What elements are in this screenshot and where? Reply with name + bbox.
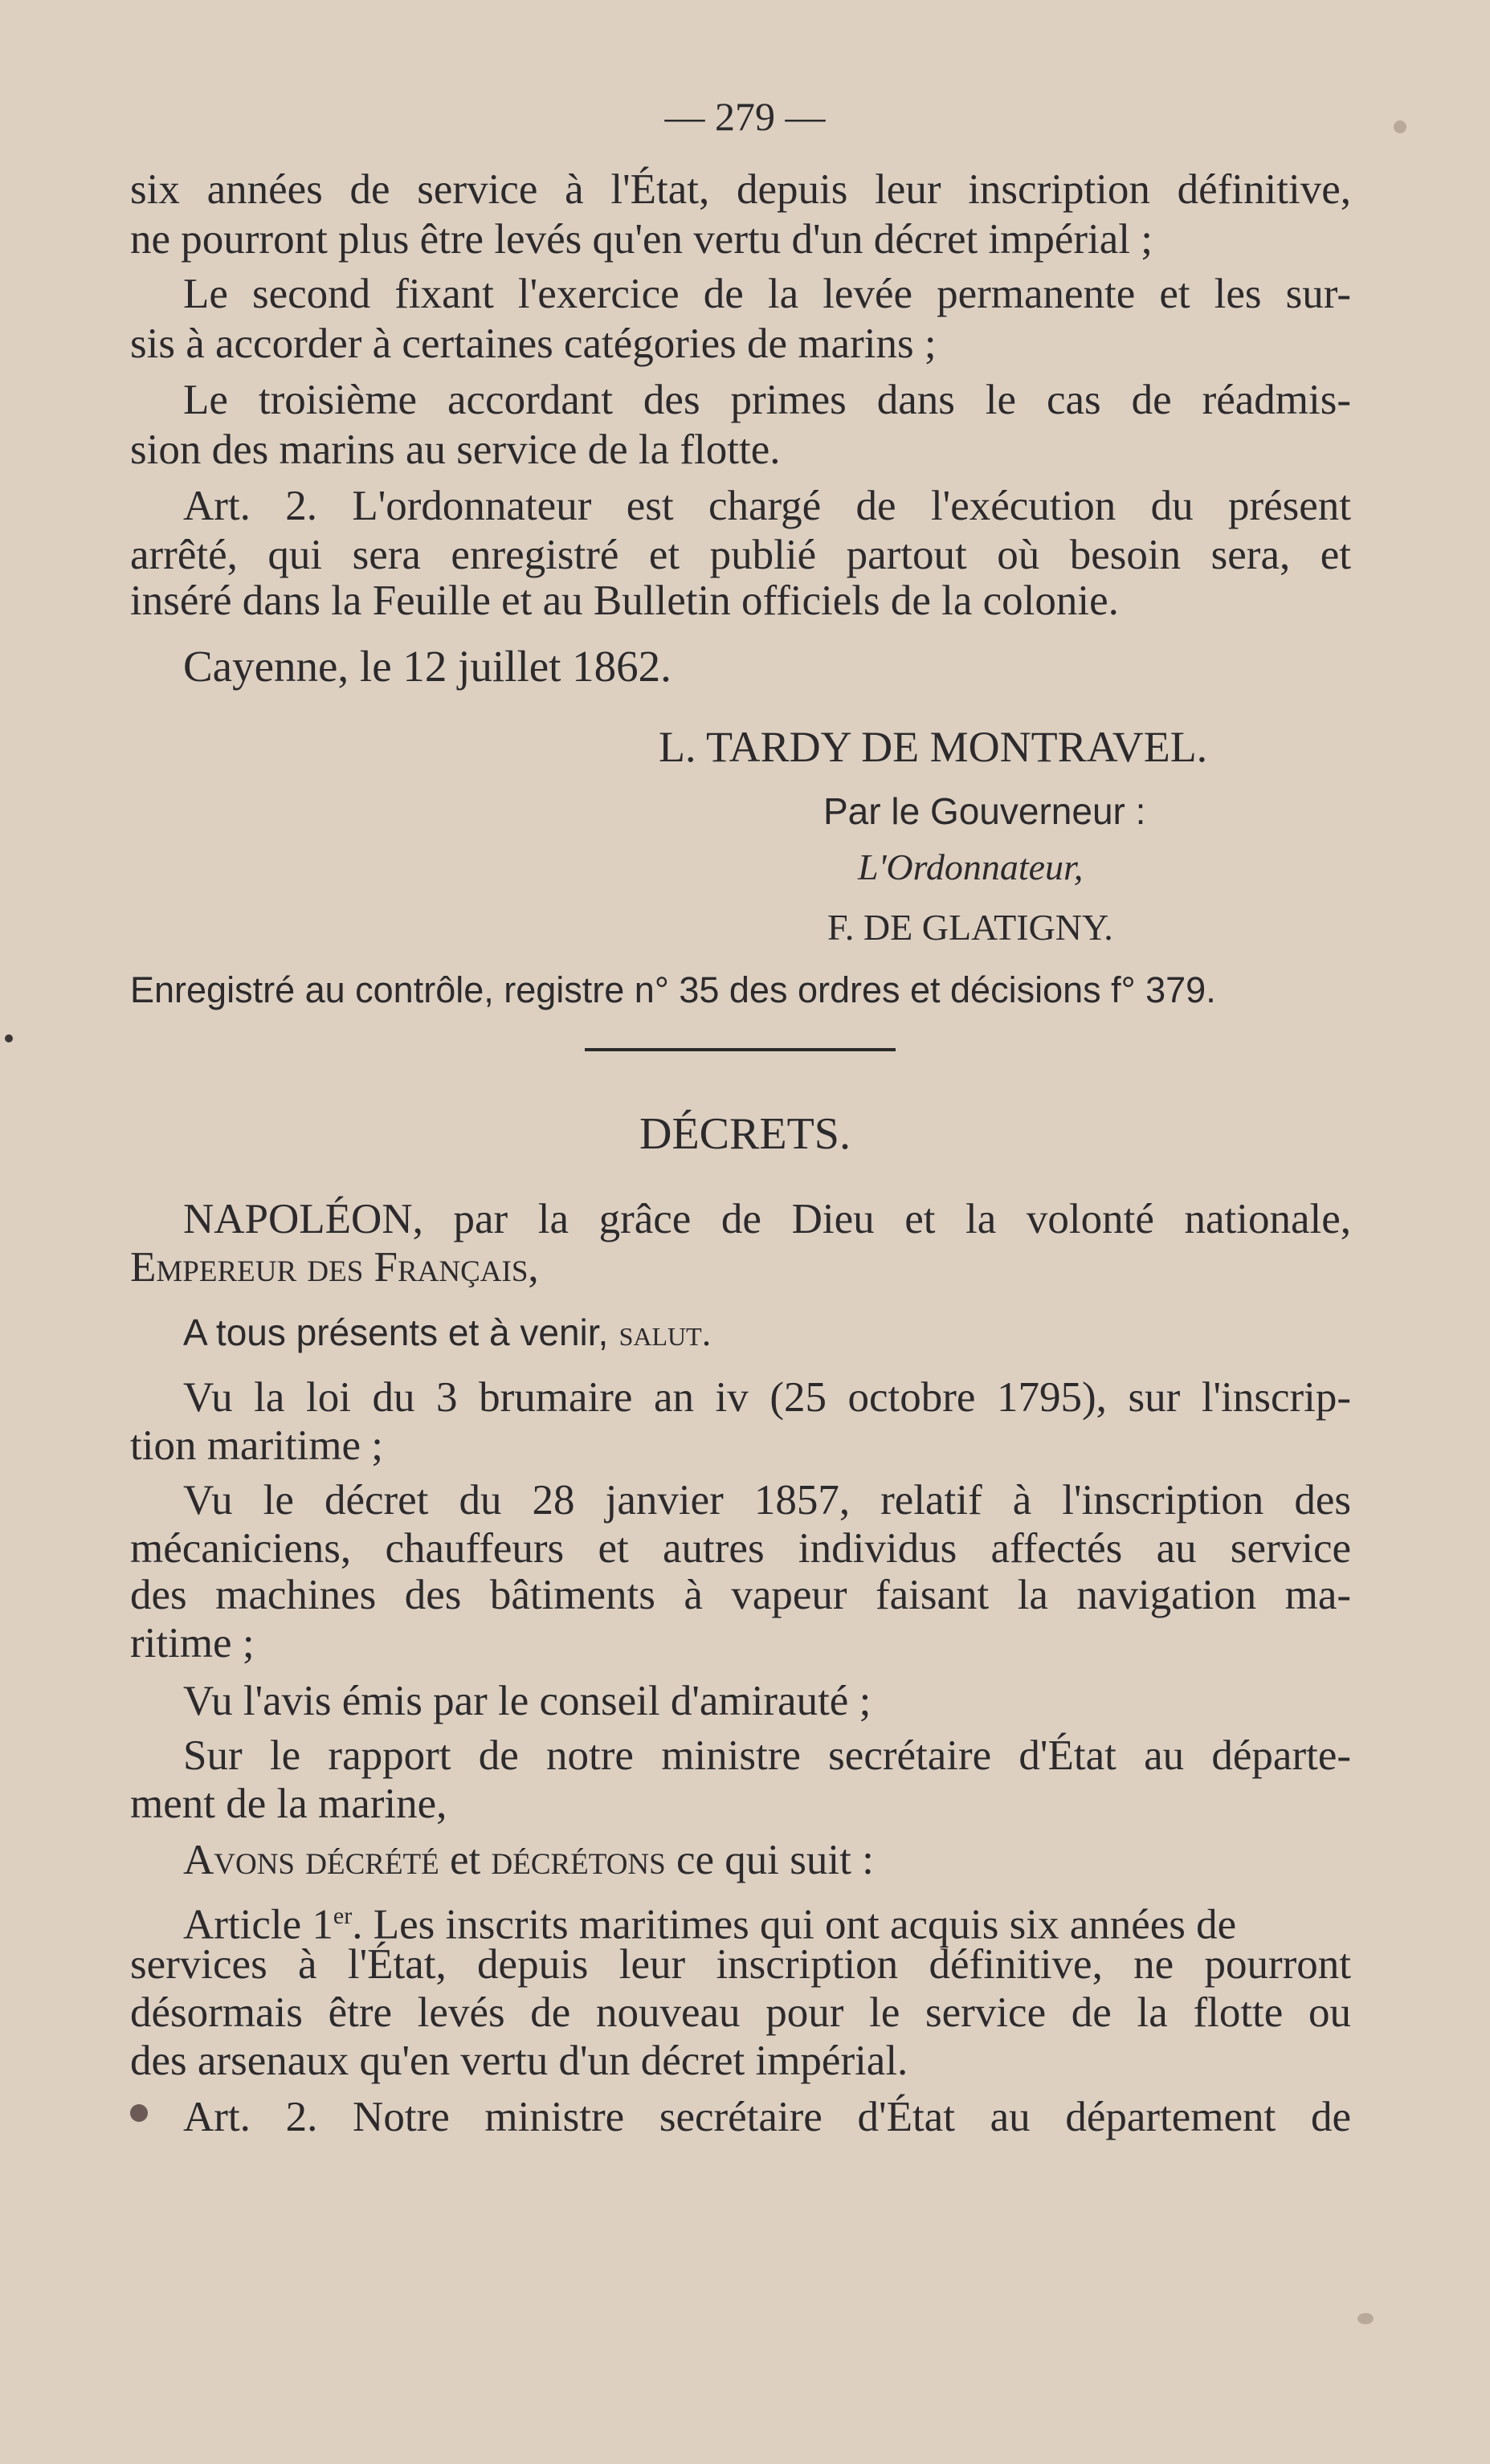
registration-note: Enregistré au contrôle, registre n° 35 des ordres et décisions f° 379. xyxy=(130,969,1216,1010)
text-line: ne pourront plus être levés qu'en vertu d'un décret impérial ; xyxy=(130,216,1153,263)
section-divider xyxy=(585,1048,896,1051)
decree-line: désormais être levés de nouveau pour le service de la flotte ou xyxy=(130,1989,1351,2036)
decree-line xyxy=(183,1836,1351,1884)
decree-line: ritime ; xyxy=(130,1620,255,1666)
paper-speck xyxy=(130,2104,148,2122)
decree-line: services à l'État, depuis leur inscription définitive, ne pourront xyxy=(130,1941,1351,1988)
decree-line: Empereur des Français, xyxy=(130,1244,539,1291)
signature-role: L'Ordonnateur, xyxy=(858,846,1084,887)
article-label: Article 1 xyxy=(183,1901,333,1948)
decree-line: mécaniciens, chauffeurs et autres individus affectés au service xyxy=(130,1525,1351,1572)
paper-speck xyxy=(1357,2313,1374,2324)
avons-decrete: Avons décrété xyxy=(183,1837,439,1883)
decretons: décrétons xyxy=(491,1837,666,1883)
page-number: — 279 — xyxy=(664,94,826,139)
conjunction: et xyxy=(450,1837,481,1883)
article-superscript: er xyxy=(333,1903,353,1929)
decree-line: Sur le rapport de notre ministre secrétaire d'État au départe- xyxy=(183,1732,1351,1779)
decree-line: NAPOLÉON, par la grâce de Dieu et la volonté nationale, xyxy=(183,1196,1351,1242)
ce-qui-suit: ce qui suit : xyxy=(676,1837,874,1883)
text-line: Le troisième accordant des primes dans le cas de réadmis- xyxy=(183,377,1351,423)
signature-governor: L. TARDY DE MONTRAVEL. xyxy=(659,723,1208,771)
decree-line: ment de la marine, xyxy=(130,1781,447,1827)
signature-for-governor: Par le Gouverneur : xyxy=(823,790,1146,832)
article-text: . Les inscrits maritimes qui ont acquis six années de xyxy=(352,1901,1237,1948)
text-line: sis à accorder à certaines catégories de marins ; xyxy=(130,320,937,367)
decree-line: Vu la loi du 3 brumaire an iv (25 octobre 1795), sur l'inscrip- xyxy=(183,1374,1351,1421)
decree-line: Art. 2. Notre ministre secrétaire d'État au département de xyxy=(183,2094,1351,2140)
signature-ordonnateur: F. DE GLATIGNY. xyxy=(827,907,1113,948)
salut-word: salut. xyxy=(618,1312,712,1353)
decree-line: Vu l'avis émis par le conseil d'amirauté ; xyxy=(183,1678,872,1724)
salutation-text: A tous présents et à venir, xyxy=(183,1312,609,1353)
decree-line: tion maritime ; xyxy=(130,1422,383,1469)
paper-speck xyxy=(1394,120,1406,133)
paper-speck xyxy=(5,1034,13,1042)
decree-line xyxy=(183,1307,1351,1357)
section-title: DÉCRETS. xyxy=(639,1109,851,1159)
text-line: arrêté, qui sera enregistré et publié partout où besoin sera, et xyxy=(130,532,1351,578)
text-line: sion des marins au service de la flotte. xyxy=(130,426,781,473)
decree-line: des arsenaux qu'en vertu d'un décret impérial. xyxy=(130,2038,908,2084)
date-line: Cayenne, le 12 juillet 1862. xyxy=(183,642,672,691)
decree-line: des machines des bâtiments à vapeur faisant la navigation ma- xyxy=(130,1572,1351,1618)
text-line: Le second fixant l'exercice de la levée permanente et les sur- xyxy=(183,271,1351,317)
text-line: Art. 2. L'ordonnateur est chargé de l'exécution du présent xyxy=(183,483,1351,529)
decree-line: Vu le décret du 28 janvier 1857, relatif à l'inscription des xyxy=(183,1477,1351,1524)
text-line: six années de service à l'État, depuis leur inscription définitive, xyxy=(130,166,1351,213)
text-line: inséré dans la Feuille et au Bulletin officiels de la colonie. xyxy=(130,577,1119,624)
